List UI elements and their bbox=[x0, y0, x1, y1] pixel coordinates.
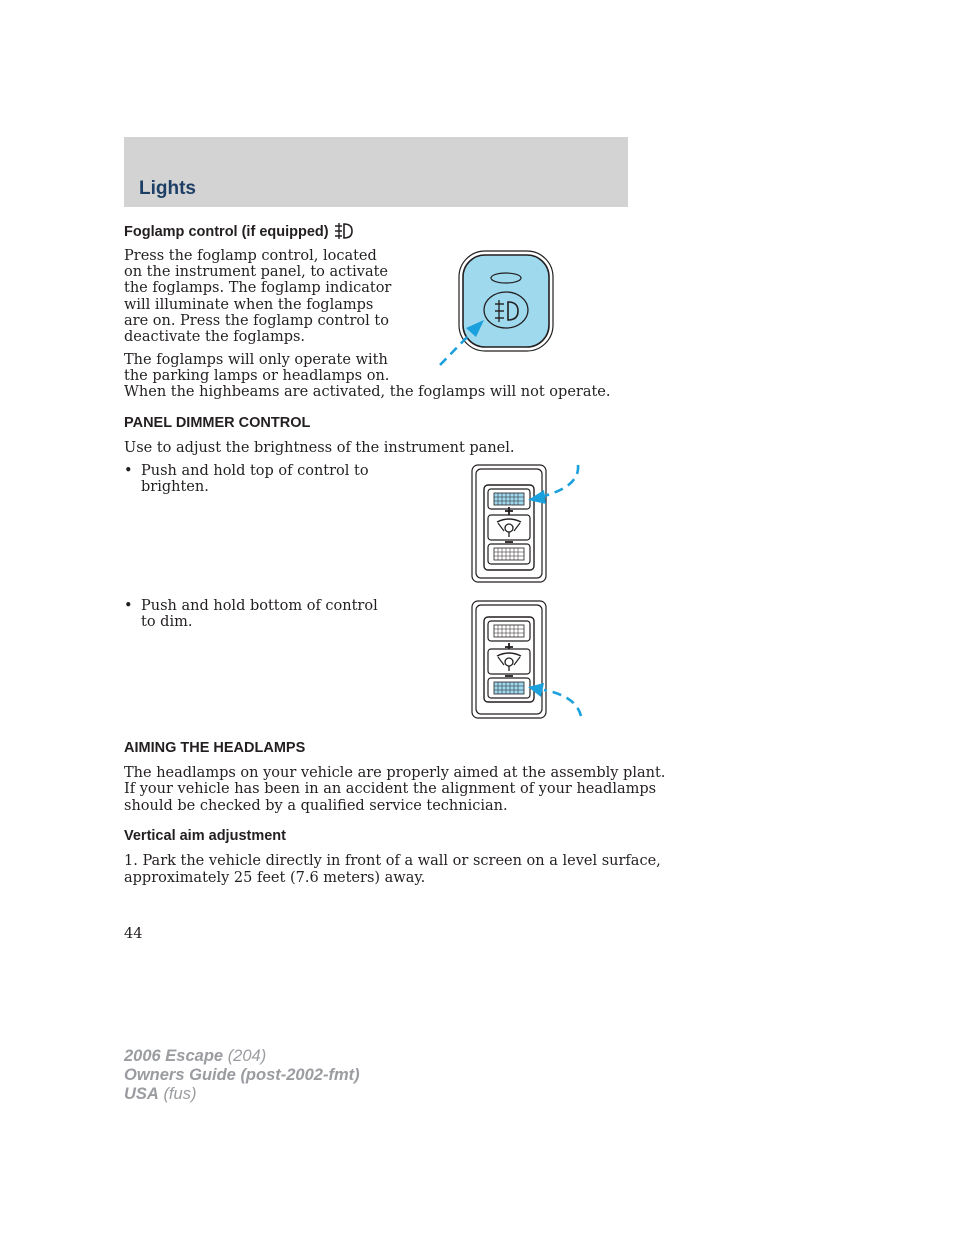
step-line: approximately 25 feet (7.6 meters) away. bbox=[124, 870, 426, 886]
bullet-marker: • bbox=[124, 463, 133, 479]
foglamp-icon bbox=[333, 222, 355, 244]
aiming-paragraph-line: should be checked by a qualified service technician. bbox=[124, 798, 508, 814]
bullet-marker: • bbox=[124, 598, 133, 614]
foglamp-paragraph-line: are on. Press the foglamp control to bbox=[124, 313, 389, 329]
panel-dimmer-intro: Use to adjust the brightness of the instrument panel. bbox=[124, 440, 515, 456]
panel-dimmer-heading: PANEL DIMMER CONTROL bbox=[124, 415, 311, 431]
document-footer bbox=[124, 1047, 360, 1104]
list-item bbox=[124, 463, 384, 497]
bullet-text-line: brighten. bbox=[141, 479, 209, 495]
foglamp-paragraph-line: the foglamps. The foglamp indicator bbox=[124, 280, 392, 296]
footer-line: Owners Guide (post-2002-fmt) bbox=[124, 1066, 360, 1084]
section-title: Lights bbox=[139, 178, 196, 199]
foglamp-paragraph-line: will illuminate when the foglamps bbox=[124, 297, 374, 313]
vertical-aim-heading: Vertical aim adjustment bbox=[124, 828, 286, 844]
step-line: 1. Park the vehicle directly in front of a wall or screen on a level surface, bbox=[124, 853, 661, 869]
dimmer-brighten-illustration bbox=[462, 462, 587, 587]
foglamp-paragraph-line: on the instrument panel, to activate bbox=[124, 264, 388, 280]
dimmer-dim-illustration bbox=[462, 598, 587, 723]
foglamp-note-line: When the highbeams are activated, the foglamps will not operate. bbox=[124, 384, 611, 400]
footer-line: 2006 Escape (204) bbox=[124, 1047, 267, 1065]
page-number: 44 bbox=[124, 926, 143, 942]
foglamp-heading: Foglamp control (if equipped) bbox=[124, 222, 355, 244]
aiming-heading: AIMING THE HEADLAMPS bbox=[124, 740, 306, 756]
aiming-paragraph-line: The headlamps on your vehicle are properly aimed at the assembly plant. bbox=[124, 765, 666, 781]
footer-line: USA (fus) bbox=[124, 1085, 197, 1103]
foglamp-button-illustration bbox=[435, 248, 560, 373]
bullet-text-line: Push and hold bottom of control bbox=[141, 598, 378, 614]
list-item bbox=[124, 598, 384, 632]
bullet-text-line: Push and hold top of control to bbox=[141, 463, 369, 479]
section-header-band bbox=[124, 137, 628, 207]
foglamp-note-line: The foglamps will only operate with bbox=[124, 352, 388, 368]
foglamp-note-line: the parking lamps or headlamps on. bbox=[124, 368, 390, 384]
aiming-paragraph-line: If your vehicle has been in an accident the alignment of your headlamps bbox=[124, 781, 657, 797]
bullet-text-line: to dim. bbox=[141, 614, 193, 630]
foglamp-paragraph-line: deactivate the foglamps. bbox=[124, 329, 306, 345]
foglamp-paragraph-line: Press the foglamp control, located bbox=[124, 248, 377, 264]
